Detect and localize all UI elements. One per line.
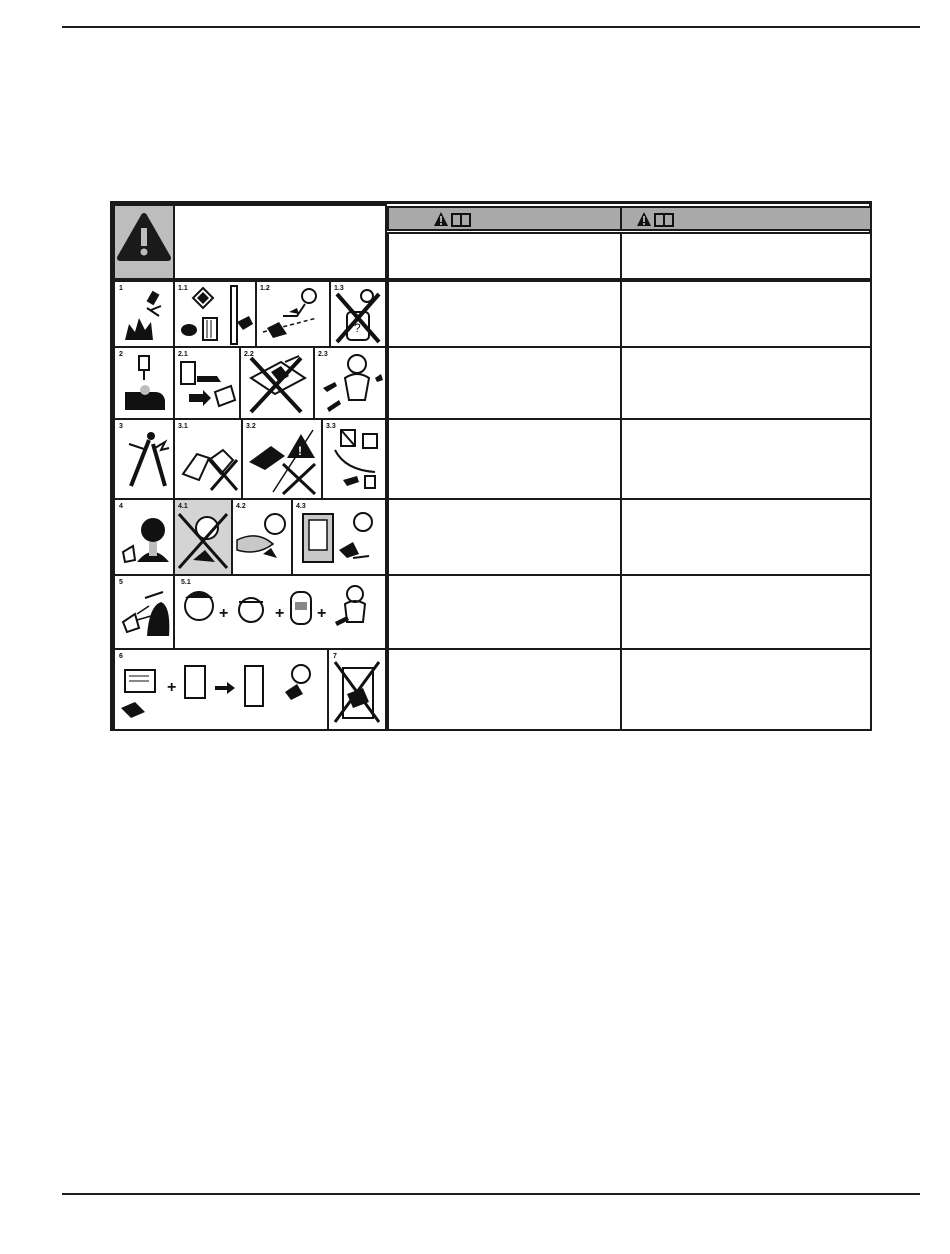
row-number: 7 [333, 653, 337, 660]
row-number: 2 [119, 351, 123, 358]
arc-rays-icon [115, 576, 173, 648]
row-number: 4 [119, 503, 123, 510]
header-text-cell-1 [387, 232, 622, 280]
row-1-text-2 [620, 280, 872, 348]
pictogram-1-3 [329, 280, 387, 348]
sub-number: 3.1 [178, 423, 188, 430]
row-3-text-2 [620, 418, 872, 500]
svg-text:+: + [275, 605, 285, 622]
header-text-cell-2 [620, 232, 872, 280]
sub-number: 2.2 [244, 351, 254, 358]
no-label-removal-icon [329, 650, 385, 729]
warning-triangle-cell [113, 204, 175, 280]
pictogram-3-2 [241, 418, 323, 500]
pictogram-2-1 [173, 346, 241, 420]
pictogram-3-1 [173, 418, 243, 500]
electric-shock-hand-icon [115, 348, 173, 418]
sub-number: 2.1 [178, 351, 188, 358]
warning-manual-icon [636, 211, 676, 229]
row-number: 5 [119, 579, 123, 586]
row-2-text-2 [620, 346, 872, 420]
svg-text:+: + [219, 605, 229, 622]
pictogram-2-2 [239, 346, 315, 420]
sub-number: 4.1 [178, 503, 188, 510]
warning-triangle-icon [115, 206, 173, 278]
bottom-rule [62, 1193, 920, 1195]
row-3-main-pictogram [113, 418, 175, 500]
row-4-main-pictogram [113, 498, 175, 576]
language-header-2 [620, 206, 872, 231]
row-4-text-2 [620, 498, 872, 576]
pictogram-1-2 [255, 280, 331, 348]
row-1-text-1 [387, 280, 622, 348]
sub-number: 4.3 [296, 503, 306, 510]
row-number: 1 [119, 285, 123, 292]
row-5-main-pictogram [113, 574, 175, 650]
svg-text:!: ! [298, 444, 302, 458]
protective-equipment-icon [175, 576, 385, 648]
warning-label [110, 201, 872, 731]
sub-number: 1.1 [178, 285, 188, 292]
pictogram-7 [327, 648, 387, 731]
read-instructions-icon [115, 650, 327, 729]
pictogram-2-3 [313, 346, 387, 420]
ventilation-fan-icon [233, 500, 291, 574]
sub-number: 5.1 [181, 579, 191, 586]
pictogram-1-1 [173, 280, 257, 348]
row-4-text-1 [387, 498, 622, 576]
pictogram-4-2 [231, 498, 293, 576]
header-blank-cell [173, 204, 387, 280]
electrocution-icon [115, 420, 173, 498]
svg-text:?: ? [354, 321, 361, 335]
protective-clothing-icon [315, 348, 385, 418]
row-number: 6 [119, 653, 123, 660]
row-5-text-1 [387, 574, 622, 650]
row-6-text-2 [620, 648, 872, 731]
sub-number: 2.3 [318, 351, 328, 358]
explosion-sparks-icon [115, 282, 173, 346]
row-2-text-1 [387, 346, 622, 420]
row-6-text-1 [387, 648, 622, 731]
fumes-hazard-icon [115, 500, 173, 574]
pictogram-4-1 [173, 498, 233, 576]
row-5-text-2 [620, 574, 872, 650]
sub-number: 3.2 [246, 423, 256, 430]
pictogram-4-3 [291, 498, 387, 576]
svg-text:+: + [167, 679, 177, 696]
svg-text:+: + [317, 605, 327, 622]
language-header-1 [387, 206, 622, 231]
gloves-insulation-icon [175, 348, 239, 418]
sub-number: 3.3 [326, 423, 336, 430]
exhaust-hood-icon [293, 500, 385, 574]
insulation-hazard-icon [243, 420, 321, 498]
row-2-main-pictogram [113, 346, 175, 420]
sub-number: 1.2 [260, 285, 270, 292]
sub-number: 4.2 [236, 503, 246, 510]
pictogram-6 [113, 648, 329, 731]
top-rule [62, 26, 920, 28]
dry-gloves-icon [175, 420, 241, 498]
row-number: 3 [119, 423, 123, 430]
sub-number: 1.3 [334, 285, 344, 292]
pictogram-3-3 [321, 418, 387, 500]
row-3-text-1 [387, 418, 622, 500]
no-breathing-fumes-icon [175, 500, 231, 574]
row-1-main-pictogram [113, 280, 175, 348]
pictogram-5-1 [173, 574, 387, 650]
no-wet-contact-icon [241, 348, 313, 418]
disconnect-power-icon [323, 420, 385, 498]
warning-manual-icon [433, 211, 473, 229]
